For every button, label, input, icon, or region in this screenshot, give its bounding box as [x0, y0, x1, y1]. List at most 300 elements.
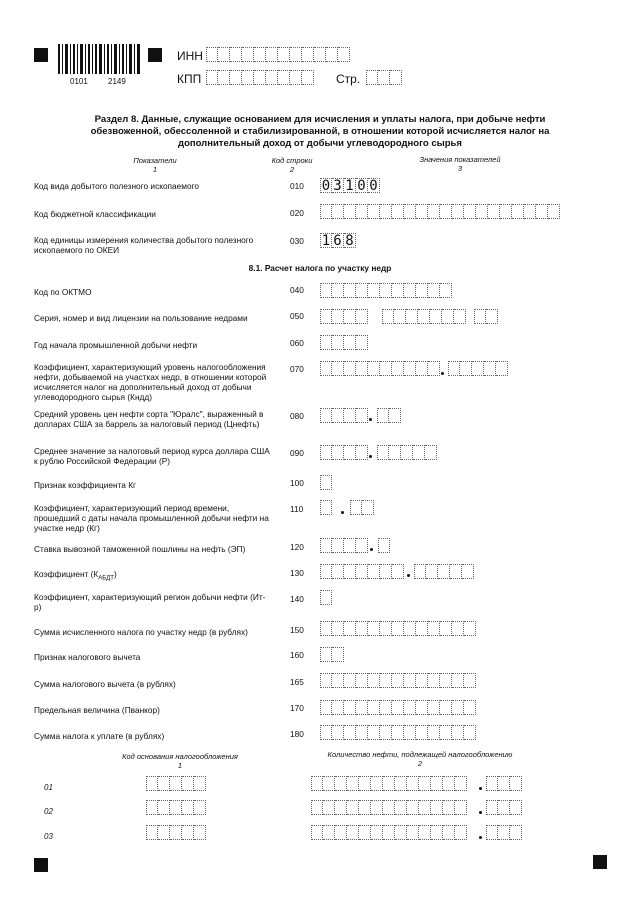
char-cell[interactable] [359, 825, 371, 840]
char-cell[interactable] [464, 673, 476, 688]
char-cell[interactable] [464, 621, 476, 636]
char-cell[interactable] [416, 361, 428, 376]
char-cell[interactable] [404, 725, 416, 740]
row-050-field-type[interactable] [474, 309, 498, 324]
char-cell[interactable] [254, 70, 266, 85]
row-010-code: 010 [290, 181, 304, 191]
char-cell[interactable] [450, 564, 462, 579]
char-cell[interactable] [431, 800, 443, 815]
char-cell[interactable] [344, 408, 356, 423]
char-cell[interactable] [230, 70, 242, 85]
char-cell[interactable] [320, 564, 332, 579]
char-cell[interactable] [428, 725, 440, 740]
char-cell[interactable]: 6 [332, 233, 344, 248]
char-cell[interactable] [356, 564, 368, 579]
row-130-field-fraction[interactable] [414, 564, 474, 579]
char-cell[interactable] [484, 361, 496, 376]
char-cell[interactable] [378, 70, 390, 85]
char-cell[interactable] [428, 621, 440, 636]
char-cell[interactable] [356, 408, 368, 423]
char-cell[interactable] [368, 700, 380, 715]
char-cell[interactable] [442, 309, 454, 324]
char-cell[interactable] [332, 700, 344, 715]
char-cell[interactable] [380, 621, 392, 636]
char-cell[interactable] [344, 309, 356, 324]
row-120-label: Ставка вывозной таможенной пошлины на нефть (ЭП) [34, 544, 246, 554]
char-cell[interactable] [206, 70, 218, 85]
char-cell[interactable] [428, 700, 440, 715]
char-cell[interactable] [218, 70, 230, 85]
char-cell[interactable] [419, 825, 431, 840]
char-cell[interactable] [158, 825, 170, 840]
char-cell[interactable] [362, 500, 374, 515]
char-cell[interactable] [416, 725, 428, 740]
char-cell[interactable] [510, 825, 522, 840]
registration-marker-top-mid [148, 48, 162, 62]
char-cell[interactable] [320, 475, 332, 490]
char-cell[interactable] [414, 564, 426, 579]
char-cell[interactable] [311, 776, 323, 791]
char-cell[interactable] [383, 800, 395, 815]
char-cell[interactable] [401, 445, 413, 460]
char-cell[interactable] [366, 70, 378, 85]
char-cell[interactable] [344, 283, 356, 298]
char-cell[interactable] [498, 776, 510, 791]
row-100-field[interactable] [320, 475, 332, 490]
char-cell[interactable] [452, 673, 464, 688]
char-cell[interactable] [377, 408, 389, 423]
char-cell[interactable] [332, 408, 344, 423]
char-cell[interactable] [416, 204, 428, 219]
char-cell[interactable] [380, 204, 392, 219]
char-cell[interactable] [194, 800, 206, 815]
row-060-field[interactable] [320, 335, 368, 350]
char-cell[interactable] [368, 283, 380, 298]
char-cell[interactable] [486, 309, 498, 324]
char-cell[interactable] [455, 776, 467, 791]
row-030-field[interactable] [320, 233, 356, 248]
char-cell[interactable] [392, 204, 404, 219]
row-040-field[interactable] [320, 283, 452, 298]
row-130-field-integer[interactable] [320, 564, 404, 579]
row-110-field-integer[interactable] [320, 500, 332, 515]
char-cell[interactable] [426, 564, 438, 579]
char-cell[interactable] [320, 335, 332, 350]
char-cell[interactable] [452, 621, 464, 636]
char-cell[interactable] [464, 700, 476, 715]
char-cell[interactable] [344, 538, 356, 553]
char-cell[interactable] [404, 283, 416, 298]
char-cell[interactable] [320, 204, 332, 219]
char-cell[interactable] [158, 776, 170, 791]
char-cell[interactable] [404, 673, 416, 688]
row-020-field[interactable] [320, 204, 560, 219]
char-cell[interactable] [278, 70, 290, 85]
char-cell[interactable] [266, 47, 278, 62]
char-cell[interactable] [332, 283, 344, 298]
char-cell[interactable] [392, 700, 404, 715]
registration-marker-top-left [34, 48, 48, 62]
char-cell[interactable] [170, 776, 182, 791]
char-cell[interactable] [356, 700, 368, 715]
char-cell[interactable] [464, 204, 476, 219]
char-cell[interactable] [371, 825, 383, 840]
bottom-row-01-quantity-fraction[interactable] [486, 776, 522, 791]
row-050-field-number[interactable] [382, 309, 466, 324]
kpp-field[interactable] [206, 70, 314, 85]
page-number-field[interactable] [366, 70, 402, 85]
char-cell[interactable] [347, 800, 359, 815]
char-cell[interactable] [428, 283, 440, 298]
char-cell[interactable] [368, 204, 380, 219]
bottom-row-02-quantity-integer[interactable] [311, 800, 467, 815]
char-cell[interactable] [278, 47, 290, 62]
char-cell[interactable] [476, 204, 488, 219]
char-cell[interactable]: 0 [356, 178, 368, 193]
char-cell[interactable] [392, 361, 404, 376]
char-cell[interactable] [344, 204, 356, 219]
char-cell[interactable] [356, 538, 368, 553]
char-cell[interactable] [332, 309, 344, 324]
char-cell[interactable] [440, 673, 452, 688]
bottom-row-03-quantity-fraction[interactable] [486, 825, 522, 840]
char-cell[interactable] [311, 800, 323, 815]
char-cell[interactable] [486, 776, 498, 791]
char-cell[interactable] [170, 800, 182, 815]
char-cell[interactable] [344, 725, 356, 740]
char-cell[interactable] [182, 776, 194, 791]
section-title-line-1: Раздел 8. Данные, служащие основанием для исчисления и уплаты налога, при добыче нефти [94, 114, 546, 125]
char-cell[interactable] [332, 621, 344, 636]
char-cell[interactable]: 3 [332, 178, 344, 193]
char-cell[interactable] [206, 47, 218, 62]
char-cell[interactable] [344, 564, 356, 579]
char-cell[interactable] [392, 283, 404, 298]
char-cell[interactable] [455, 825, 467, 840]
row-080-field-fraction[interactable] [377, 408, 401, 423]
char-cell[interactable] [430, 309, 442, 324]
char-cell[interactable] [474, 309, 486, 324]
char-cell[interactable] [380, 700, 392, 715]
char-cell[interactable] [332, 204, 344, 219]
row-090-field-fraction[interactable] [377, 445, 437, 460]
char-cell[interactable] [356, 621, 368, 636]
char-cell[interactable]: 0 [321, 178, 331, 194]
char-cell[interactable] [356, 283, 368, 298]
char-cell[interactable] [380, 283, 392, 298]
char-cell[interactable] [394, 309, 406, 324]
char-cell[interactable] [158, 800, 170, 815]
char-cell[interactable] [359, 776, 371, 791]
char-cell[interactable] [356, 361, 368, 376]
char-cell[interactable]: 1 [321, 233, 331, 249]
char-cell[interactable] [416, 621, 428, 636]
row-165-field[interactable] [320, 673, 476, 688]
char-cell[interactable] [383, 776, 395, 791]
char-cell[interactable] [356, 309, 368, 324]
bottom-row-03-quantity-integer[interactable] [311, 825, 467, 840]
char-cell[interactable] [332, 538, 344, 553]
char-cell[interactable] [510, 800, 522, 815]
char-cell[interactable] [416, 673, 428, 688]
char-cell[interactable] [454, 309, 466, 324]
char-cell[interactable] [230, 47, 242, 62]
char-cell[interactable] [500, 204, 512, 219]
char-cell[interactable] [413, 445, 425, 460]
char-cell[interactable] [146, 825, 158, 840]
char-cell[interactable] [486, 800, 498, 815]
row-080-field-integer[interactable] [320, 408, 368, 423]
char-cell[interactable] [440, 725, 452, 740]
char-cell[interactable] [440, 700, 452, 715]
char-cell[interactable] [371, 800, 383, 815]
char-cell[interactable] [344, 621, 356, 636]
char-cell[interactable] [320, 361, 332, 376]
char-cell[interactable] [368, 621, 380, 636]
section-title-line-3: дополнительный доход от добычи углеводородного сырья [178, 138, 462, 149]
char-cell[interactable] [368, 673, 380, 688]
char-cell[interactable] [452, 700, 464, 715]
char-cell[interactable] [496, 361, 508, 376]
char-cell[interactable] [356, 445, 368, 460]
char-cell[interactable] [146, 776, 158, 791]
char-cell[interactable] [440, 621, 452, 636]
char-cell[interactable] [323, 776, 335, 791]
char-cell[interactable] [320, 408, 332, 423]
bottom-row-02-code-field[interactable] [146, 800, 206, 815]
char-cell[interactable] [443, 825, 455, 840]
char-cell[interactable] [182, 825, 194, 840]
char-cell[interactable] [320, 700, 332, 715]
char-cell[interactable] [338, 47, 350, 62]
char-cell[interactable] [498, 800, 510, 815]
char-cell[interactable] [443, 800, 455, 815]
bottom-row-01-quantity-integer[interactable] [311, 776, 467, 791]
char-cell[interactable] [380, 673, 392, 688]
char-cell[interactable] [425, 445, 437, 460]
registration-marker-bottom-left [34, 858, 48, 872]
char-cell[interactable] [290, 70, 302, 85]
row-130-label-end: ) [113, 569, 117, 579]
row-150-label: Сумма исчисленного налога по участку недр (в рублях) [34, 627, 248, 637]
row-050-field-series[interactable] [320, 309, 368, 324]
row-070-field-fraction[interactable] [448, 361, 508, 376]
char-cell[interactable] [536, 204, 548, 219]
char-cell[interactable] [320, 673, 332, 688]
char-cell[interactable] [404, 204, 416, 219]
char-cell[interactable] [320, 590, 332, 605]
char-cell[interactable] [344, 361, 356, 376]
row-120-field-integer[interactable] [320, 538, 368, 553]
char-cell[interactable] [332, 335, 344, 350]
char-cell[interactable] [448, 361, 460, 376]
char-cell[interactable] [460, 361, 472, 376]
char-cell[interactable] [332, 445, 344, 460]
char-cell[interactable] [472, 361, 484, 376]
char-cell[interactable] [498, 825, 510, 840]
row-020-label: Код бюджетной классификации [34, 209, 156, 219]
char-cell[interactable] [332, 673, 344, 688]
char-cell[interactable] [356, 204, 368, 219]
char-cell[interactable] [194, 825, 206, 840]
char-cell[interactable] [323, 800, 335, 815]
char-cell[interactable] [418, 309, 430, 324]
char-cell[interactable] [335, 825, 347, 840]
inn-field[interactable] [206, 47, 350, 62]
char-cell[interactable] [326, 47, 338, 62]
row-010-field[interactable] [320, 178, 380, 193]
row-160-field[interactable] [320, 647, 344, 662]
char-cell[interactable] [290, 47, 302, 62]
char-cell[interactable] [368, 564, 380, 579]
char-cell[interactable] [359, 800, 371, 815]
char-cell[interactable] [548, 204, 560, 219]
char-cell[interactable] [452, 725, 464, 740]
char-cell[interactable] [320, 647, 332, 662]
char-cell[interactable] [392, 725, 404, 740]
char-cell[interactable] [510, 776, 522, 791]
char-cell[interactable] [404, 621, 416, 636]
char-cell[interactable] [428, 673, 440, 688]
char-cell[interactable] [455, 800, 467, 815]
char-cell[interactable] [332, 647, 344, 662]
row-170-field[interactable] [320, 700, 476, 715]
char-cell[interactable] [452, 204, 464, 219]
char-cell[interactable]: 0 [368, 178, 380, 193]
char-cell[interactable] [378, 538, 390, 553]
char-cell[interactable]: 8 [344, 233, 356, 248]
char-cell[interactable] [320, 500, 332, 515]
char-cell[interactable] [407, 825, 419, 840]
char-cell[interactable] [440, 283, 452, 298]
char-cell[interactable] [344, 673, 356, 688]
char-cell[interactable] [389, 408, 401, 423]
bottom-row-03-code-field[interactable] [146, 825, 206, 840]
char-cell[interactable]: 1 [344, 178, 356, 193]
char-cell[interactable] [347, 776, 359, 791]
char-cell[interactable] [395, 800, 407, 815]
char-cell[interactable] [406, 309, 418, 324]
char-cell[interactable] [416, 283, 428, 298]
char-cell[interactable] [335, 800, 347, 815]
char-cell[interactable] [347, 825, 359, 840]
char-cell[interactable] [380, 725, 392, 740]
char-cell[interactable] [302, 70, 314, 85]
char-cell[interactable] [419, 800, 431, 815]
char-cell[interactable] [242, 47, 254, 62]
char-cell[interactable] [390, 70, 402, 85]
char-cell[interactable] [311, 825, 323, 840]
char-cell[interactable] [524, 204, 536, 219]
row-020-code: 020 [290, 208, 304, 218]
char-cell[interactable] [302, 47, 314, 62]
char-cell[interactable] [428, 361, 440, 376]
char-cell[interactable] [404, 700, 416, 715]
char-cell[interactable] [344, 700, 356, 715]
row-120-field-fraction[interactable] [378, 538, 390, 553]
char-cell[interactable] [146, 800, 158, 815]
char-cell[interactable] [218, 47, 230, 62]
char-cell[interactable] [380, 361, 392, 376]
char-cell[interactable] [350, 500, 362, 515]
char-cell[interactable] [395, 776, 407, 791]
char-cell[interactable] [404, 361, 416, 376]
char-cell[interactable] [462, 564, 474, 579]
char-cell[interactable] [431, 825, 443, 840]
char-cell[interactable] [440, 204, 452, 219]
char-cell[interactable] [383, 825, 395, 840]
char-cell[interactable] [392, 621, 404, 636]
row-070-field-integer[interactable] [320, 361, 440, 376]
char-cell[interactable] [380, 564, 392, 579]
char-cell[interactable] [395, 825, 407, 840]
char-cell[interactable] [335, 776, 347, 791]
bottom-row-02-quantity-fraction[interactable] [486, 800, 522, 815]
row-180-field[interactable] [320, 725, 476, 740]
char-cell[interactable] [344, 335, 356, 350]
char-cell[interactable] [266, 70, 278, 85]
char-cell[interactable] [242, 70, 254, 85]
char-cell[interactable] [368, 361, 380, 376]
char-cell[interactable] [392, 564, 404, 579]
row-090-field-integer[interactable] [320, 445, 368, 460]
char-cell[interactable] [344, 445, 356, 460]
char-cell[interactable] [320, 621, 332, 636]
char-cell[interactable] [464, 725, 476, 740]
char-cell[interactable] [182, 800, 194, 815]
char-cell[interactable] [428, 204, 440, 219]
char-cell[interactable] [392, 673, 404, 688]
char-cell[interactable] [194, 776, 206, 791]
row-140-field[interactable] [320, 590, 332, 605]
row-080-label: Средний уровень цен нефти сорта "Юралс", выраженный в долларах США за баррель за налоговый период (Цнефть) [34, 409, 264, 429]
char-cell[interactable] [320, 283, 332, 298]
char-cell[interactable] [320, 725, 332, 740]
char-cell[interactable] [320, 538, 332, 553]
char-cell[interactable] [389, 445, 401, 460]
char-cell[interactable] [416, 700, 428, 715]
char-cell[interactable] [320, 445, 332, 460]
char-cell[interactable] [407, 800, 419, 815]
char-cell[interactable] [382, 309, 394, 324]
row-110-field-fraction[interactable] [350, 500, 374, 515]
char-cell[interactable] [371, 776, 383, 791]
char-cell[interactable] [419, 776, 431, 791]
char-cell[interactable] [443, 776, 455, 791]
char-cell[interactable] [368, 725, 380, 740]
char-cell[interactable] [488, 204, 500, 219]
char-cell[interactable] [486, 825, 498, 840]
row-150-field[interactable] [320, 621, 476, 636]
char-cell[interactable] [512, 204, 524, 219]
char-cell[interactable] [170, 825, 182, 840]
char-cell[interactable] [314, 47, 326, 62]
char-cell[interactable] [438, 564, 450, 579]
char-cell[interactable] [320, 309, 332, 324]
char-cell[interactable] [407, 776, 419, 791]
bottom-row-01-code-field[interactable] [146, 776, 206, 791]
char-cell[interactable] [356, 673, 368, 688]
char-cell[interactable] [323, 825, 335, 840]
char-cell[interactable] [377, 445, 389, 460]
char-cell[interactable] [332, 564, 344, 579]
char-cell[interactable] [332, 361, 344, 376]
char-cell[interactable] [332, 725, 344, 740]
char-cell[interactable] [431, 776, 443, 791]
char-cell[interactable] [356, 335, 368, 350]
char-cell[interactable] [356, 725, 368, 740]
char-cell[interactable] [254, 47, 266, 62]
